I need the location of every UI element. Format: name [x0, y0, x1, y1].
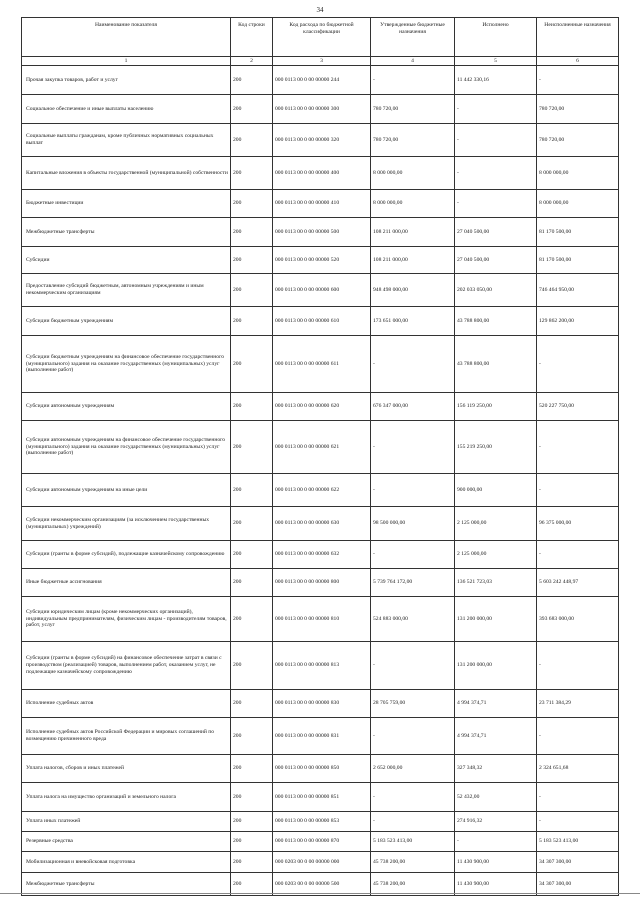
row-indicator-name: Прочая закупка товаров, работ и услуг	[22, 66, 231, 95]
row-budget-code: 000 0113 00 0 00 00000 813	[273, 642, 371, 690]
row-indicator-name: Субсидии автономным учреждениям на иные цели	[22, 474, 231, 507]
column-number: 2	[231, 57, 273, 66]
column-number: 6	[537, 57, 619, 66]
row-executed-value: 156 119 250,00	[455, 393, 537, 421]
column-number-row	[22, 57, 619, 66]
row-budget-code: 000 0113 00 0 00 00000 810	[273, 597, 371, 642]
row-executed-value: 131 200 000,00	[455, 642, 537, 690]
row-executed-value: 27 040 500,00	[455, 247, 537, 274]
row-line-code: 200	[231, 190, 273, 218]
header-executed: Исполнено	[455, 18, 537, 57]
row-executed-value: 4 994 374,71	[455, 718, 537, 755]
row-unexecuted-value: 5 183 523 413,00	[537, 832, 619, 852]
table-row	[22, 124, 619, 157]
table-row	[22, 474, 619, 507]
row-line-code: 200	[231, 307, 273, 336]
row-unexecuted-value: -	[537, 642, 619, 690]
row-executed-value: -	[455, 832, 537, 852]
row-executed-value: 2 125 000,00	[455, 507, 537, 541]
row-approved-value: -	[371, 336, 455, 393]
row-line-code: 200	[231, 66, 273, 95]
row-budget-code: 000 0113 00 0 00 00000 611	[273, 336, 371, 393]
row-budget-code: 000 0113 00 0 00 00000 800	[273, 569, 371, 597]
row-indicator-name: Субсидии бюджетным учреждениям	[22, 307, 231, 336]
row-indicator-name: Уплата налогов, сборов и иных платежей	[22, 755, 231, 783]
row-executed-value: 11 442 330,16	[455, 66, 537, 95]
row-unexecuted-value: 746 464 950,00	[537, 274, 619, 307]
table-row	[22, 336, 619, 393]
row-line-code: 200	[231, 124, 273, 157]
table-row	[22, 307, 619, 336]
row-budget-code: 000 0113 00 0 00 00000 853	[273, 812, 371, 832]
table-row	[22, 690, 619, 718]
row-executed-value: 43 788 800,00	[455, 336, 537, 393]
row-approved-value: 8 000 000,00	[371, 157, 455, 190]
row-indicator-name: Межбюджетные трансферты	[22, 218, 231, 247]
row-indicator-name: Уплата налога на имущество организаций и земельного налога	[22, 783, 231, 812]
row-approved-value: 28 705 759,00	[371, 690, 455, 718]
row-budget-code: 000 0113 00 0 00 00000 320	[273, 124, 371, 157]
row-unexecuted-value: 34 307 300,00	[537, 852, 619, 873]
row-unexecuted-value: -	[537, 336, 619, 393]
row-approved-value: 780 720,00	[371, 95, 455, 124]
row-unexecuted-value: 129 862 200,00	[537, 307, 619, 336]
row-line-code: 200	[231, 274, 273, 307]
row-executed-value: 131 200 000,00	[455, 597, 537, 642]
row-unexecuted-value: -	[537, 541, 619, 569]
row-unexecuted-value: 8 000 000,00	[537, 190, 619, 218]
row-unexecuted-value: 520 227 750,00	[537, 393, 619, 421]
row-budget-code: 000 0113 00 0 00 00000 621	[273, 421, 371, 474]
row-indicator-name: Межбюджетные трансферты	[22, 873, 231, 896]
row-budget-code: 000 0113 00 0 00 00000 244	[273, 66, 371, 95]
row-unexecuted-value: 393 683 000,00	[537, 597, 619, 642]
row-budget-code: 000 0203 00 0 00 00000 000	[273, 852, 371, 873]
row-approved-value: 2 652 000,00	[371, 755, 455, 783]
row-line-code: 200	[231, 95, 273, 124]
table-row	[22, 852, 619, 873]
row-executed-value: 155 219 250,00	[455, 421, 537, 474]
row-indicator-name: Субсидии автономным учреждениям	[22, 393, 231, 421]
page-bottom-divider	[0, 893, 640, 894]
row-unexecuted-value: 23 711 384,29	[537, 690, 619, 718]
column-number: 3	[273, 57, 371, 66]
row-budget-code: 000 0113 00 0 00 00000 831	[273, 718, 371, 755]
row-budget-code: 000 0113 00 0 00 00000 632	[273, 541, 371, 569]
row-approved-value: -	[371, 718, 455, 755]
row-line-code: 200	[231, 690, 273, 718]
row-executed-value: 900 000,00	[455, 474, 537, 507]
row-unexecuted-value: 5 603 242 448,97	[537, 569, 619, 597]
row-unexecuted-value: 780 720,00	[537, 95, 619, 124]
row-approved-value: 948 498 000,00	[371, 274, 455, 307]
row-approved-value: 524 883 000,00	[371, 597, 455, 642]
row-executed-value: 52 432,00	[455, 783, 537, 812]
table-row	[22, 507, 619, 541]
row-budget-code: 000 0113 00 0 00 00000 610	[273, 307, 371, 336]
table-row	[22, 190, 619, 218]
row-indicator-name: Субсидии некоммерческим организациям (за исключением государственных (муниципальных) учреждений)	[22, 507, 231, 541]
table-row	[22, 247, 619, 274]
row-indicator-name: Предоставление субсидий бюджетным, автономным учреждениям и иным некоммерческим организациям	[22, 274, 231, 307]
row-executed-value: -	[455, 157, 537, 190]
table-row	[22, 66, 619, 95]
row-approved-value: 173 651 000,00	[371, 307, 455, 336]
row-approved-value: 676 347 000,00	[371, 393, 455, 421]
row-budget-code: 000 0113 00 0 00 00000 300	[273, 95, 371, 124]
row-line-code: 200	[231, 157, 273, 190]
row-indicator-name: Бюджетные инвестиции	[22, 190, 231, 218]
row-indicator-name: Исполнение судебных актов	[22, 690, 231, 718]
table-body	[22, 66, 619, 896]
row-indicator-name: Уплата иных платежей	[22, 812, 231, 832]
column-number: 4	[371, 57, 455, 66]
row-executed-value: 202 033 050,00	[455, 274, 537, 307]
row-executed-value: 2 125 000,00	[455, 541, 537, 569]
row-approved-value: 108 211 000,00	[371, 218, 455, 247]
row-executed-value: -	[455, 95, 537, 124]
row-unexecuted-value: 2 324 651,68	[537, 755, 619, 783]
row-indicator-name: Мобилизационная и вневойсковая подготовка	[22, 852, 231, 873]
row-approved-value: 98 500 000,00	[371, 507, 455, 541]
row-line-code: 200	[231, 507, 273, 541]
row-executed-value: 43 788 800,00	[455, 307, 537, 336]
row-approved-value: -	[371, 66, 455, 95]
row-indicator-name: Субсидии	[22, 247, 231, 274]
header-unexecuted: Неисполненные назначения	[537, 18, 619, 57]
row-approved-value: 108 211 000,00	[371, 247, 455, 274]
table-row	[22, 832, 619, 852]
row-approved-value: 5 739 764 172,00	[371, 569, 455, 597]
row-executed-value: 11 430 900,00	[455, 873, 537, 896]
row-executed-value: 4 994 374,71	[455, 690, 537, 718]
column-number: 5	[455, 57, 537, 66]
row-line-code: 200	[231, 569, 273, 597]
row-indicator-name: Субсидии (гранты в форме субсидий) на финансовое обеспечение затрат в связи с производством (реализацией) товаров, выполнением работ, оказанием услуг, не подлежащие казначейскому сопровождению	[22, 642, 231, 690]
table-row	[22, 718, 619, 755]
table-header-row	[22, 18, 619, 57]
row-unexecuted-value: 780 720,00	[537, 124, 619, 157]
row-approved-value: -	[371, 541, 455, 569]
header-line-code: Код строки	[231, 18, 273, 57]
table-row	[22, 218, 619, 247]
row-budget-code: 000 0113 00 0 00 00000 620	[273, 393, 371, 421]
row-approved-value: 780 720,00	[371, 124, 455, 157]
row-budget-code: 000 0113 00 0 00 00000 500	[273, 218, 371, 247]
row-executed-value: 136 521 723,03	[455, 569, 537, 597]
row-budget-code: 000 0113 00 0 00 00000 622	[273, 474, 371, 507]
row-line-code: 200	[231, 336, 273, 393]
table-row	[22, 755, 619, 783]
row-approved-value: -	[371, 421, 455, 474]
header-budget-code: Код расхода по бюджетной классификации	[273, 18, 371, 57]
table-row	[22, 393, 619, 421]
row-indicator-name: Капитальные вложения в объекты государственной (муниципальной) собственности	[22, 157, 231, 190]
row-unexecuted-value: -	[537, 783, 619, 812]
row-approved-value: 45 738 200,00	[371, 852, 455, 873]
row-line-code: 200	[231, 832, 273, 852]
row-indicator-name: Иные бюджетные ассигнования	[22, 569, 231, 597]
table-row	[22, 812, 619, 832]
row-line-code: 200	[231, 541, 273, 569]
row-indicator-name: Социальное обеспечение и иные выплаты населению	[22, 95, 231, 124]
row-budget-code: 000 0113 00 0 00 00000 410	[273, 190, 371, 218]
row-approved-value: -	[371, 812, 455, 832]
row-budget-code: 000 0113 00 0 00 00000 851	[273, 783, 371, 812]
row-executed-value: 327 348,32	[455, 755, 537, 783]
row-line-code: 200	[231, 597, 273, 642]
table-row	[22, 421, 619, 474]
row-budget-code: 000 0113 00 0 00 00000 830	[273, 690, 371, 718]
row-executed-value: 274 916,32	[455, 812, 537, 832]
row-indicator-name: Резервные средства	[22, 832, 231, 852]
row-line-code: 200	[231, 873, 273, 896]
row-approved-value: 5 183 523 413,00	[371, 832, 455, 852]
row-indicator-name: Субсидии автономным учреждениям на финансовое обеспечение государственного (муниципального) задания на оказание государственных (муниципальных) услуг (выполнение работ)	[22, 421, 231, 474]
row-unexecuted-value: -	[537, 66, 619, 95]
row-approved-value: -	[371, 783, 455, 812]
table-row	[22, 157, 619, 190]
budget-execution-table	[21, 17, 619, 896]
row-executed-value: 27 040 500,00	[455, 218, 537, 247]
table-row	[22, 541, 619, 569]
row-unexecuted-value: 81 170 500,00	[537, 218, 619, 247]
row-line-code: 200	[231, 421, 273, 474]
row-unexecuted-value: 96 375 000,00	[537, 507, 619, 541]
row-budget-code: 000 0113 00 0 00 00000 520	[273, 247, 371, 274]
page-number: 34	[316, 6, 324, 14]
row-budget-code: 000 0203 00 0 00 00000 500	[273, 873, 371, 896]
row-budget-code: 000 0113 00 0 00 00000 850	[273, 755, 371, 783]
row-unexecuted-value: 8 000 000,00	[537, 157, 619, 190]
table-row	[22, 597, 619, 642]
row-line-code: 200	[231, 393, 273, 421]
row-unexecuted-value: -	[537, 421, 619, 474]
table-row	[22, 783, 619, 812]
header-indicator-name: Наименование показателя	[22, 18, 231, 57]
row-approved-value: -	[371, 642, 455, 690]
row-unexecuted-value: 81 170 500,00	[537, 247, 619, 274]
table-row	[22, 274, 619, 307]
row-executed-value: 11 430 900,00	[455, 852, 537, 873]
table-row	[22, 569, 619, 597]
row-indicator-name: Субсидии юридическим лицам (кроме некоммерческих организаций), индивидуальным предпринимателям, физическим лицам - производителям товаров, работ, услуг	[22, 597, 231, 642]
row-line-code: 200	[231, 718, 273, 755]
row-indicator-name: Исполнение судебных актов Российской Федерации и мировых соглашений по возмещению причиненного вреда	[22, 718, 231, 755]
row-line-code: 200	[231, 642, 273, 690]
column-number: 1	[22, 57, 231, 66]
row-line-code: 200	[231, 783, 273, 812]
row-approved-value: 8 000 000,00	[371, 190, 455, 218]
row-indicator-name: Субсидии бюджетным учреждениям на финансовое обеспечение государственного (муниципального) задания на оказание государственных (муниципальных) услуг (выполнение работ)	[22, 336, 231, 393]
row-line-code: 200	[231, 755, 273, 783]
header-approved: Утвержденные бюджетные назначения	[371, 18, 455, 57]
row-approved-value: 45 738 200,00	[371, 873, 455, 896]
row-indicator-name: Социальные выплаты гражданам, кроме публичных нормативных социальных выплат	[22, 124, 231, 157]
table-row	[22, 95, 619, 124]
row-line-code: 200	[231, 852, 273, 873]
row-unexecuted-value: -	[537, 812, 619, 832]
row-line-code: 200	[231, 247, 273, 274]
table-row	[22, 642, 619, 690]
row-unexecuted-value: -	[537, 474, 619, 507]
row-line-code: 200	[231, 218, 273, 247]
row-indicator-name: Субсидии (гранты в форме субсидий), подлежащие казначейскому сопровождению	[22, 541, 231, 569]
row-line-code: 200	[231, 474, 273, 507]
row-line-code: 200	[231, 812, 273, 832]
row-unexecuted-value: -	[537, 718, 619, 755]
row-executed-value: -	[455, 124, 537, 157]
row-budget-code: 000 0113 00 0 00 00000 630	[273, 507, 371, 541]
row-budget-code: 000 0113 00 0 00 00000 600	[273, 274, 371, 307]
row-approved-value: -	[371, 474, 455, 507]
row-budget-code: 000 0113 00 0 00 00000 870	[273, 832, 371, 852]
row-budget-code: 000 0113 00 0 00 00000 400	[273, 157, 371, 190]
row-executed-value: -	[455, 190, 537, 218]
row-unexecuted-value: 34 307 300,00	[537, 873, 619, 896]
